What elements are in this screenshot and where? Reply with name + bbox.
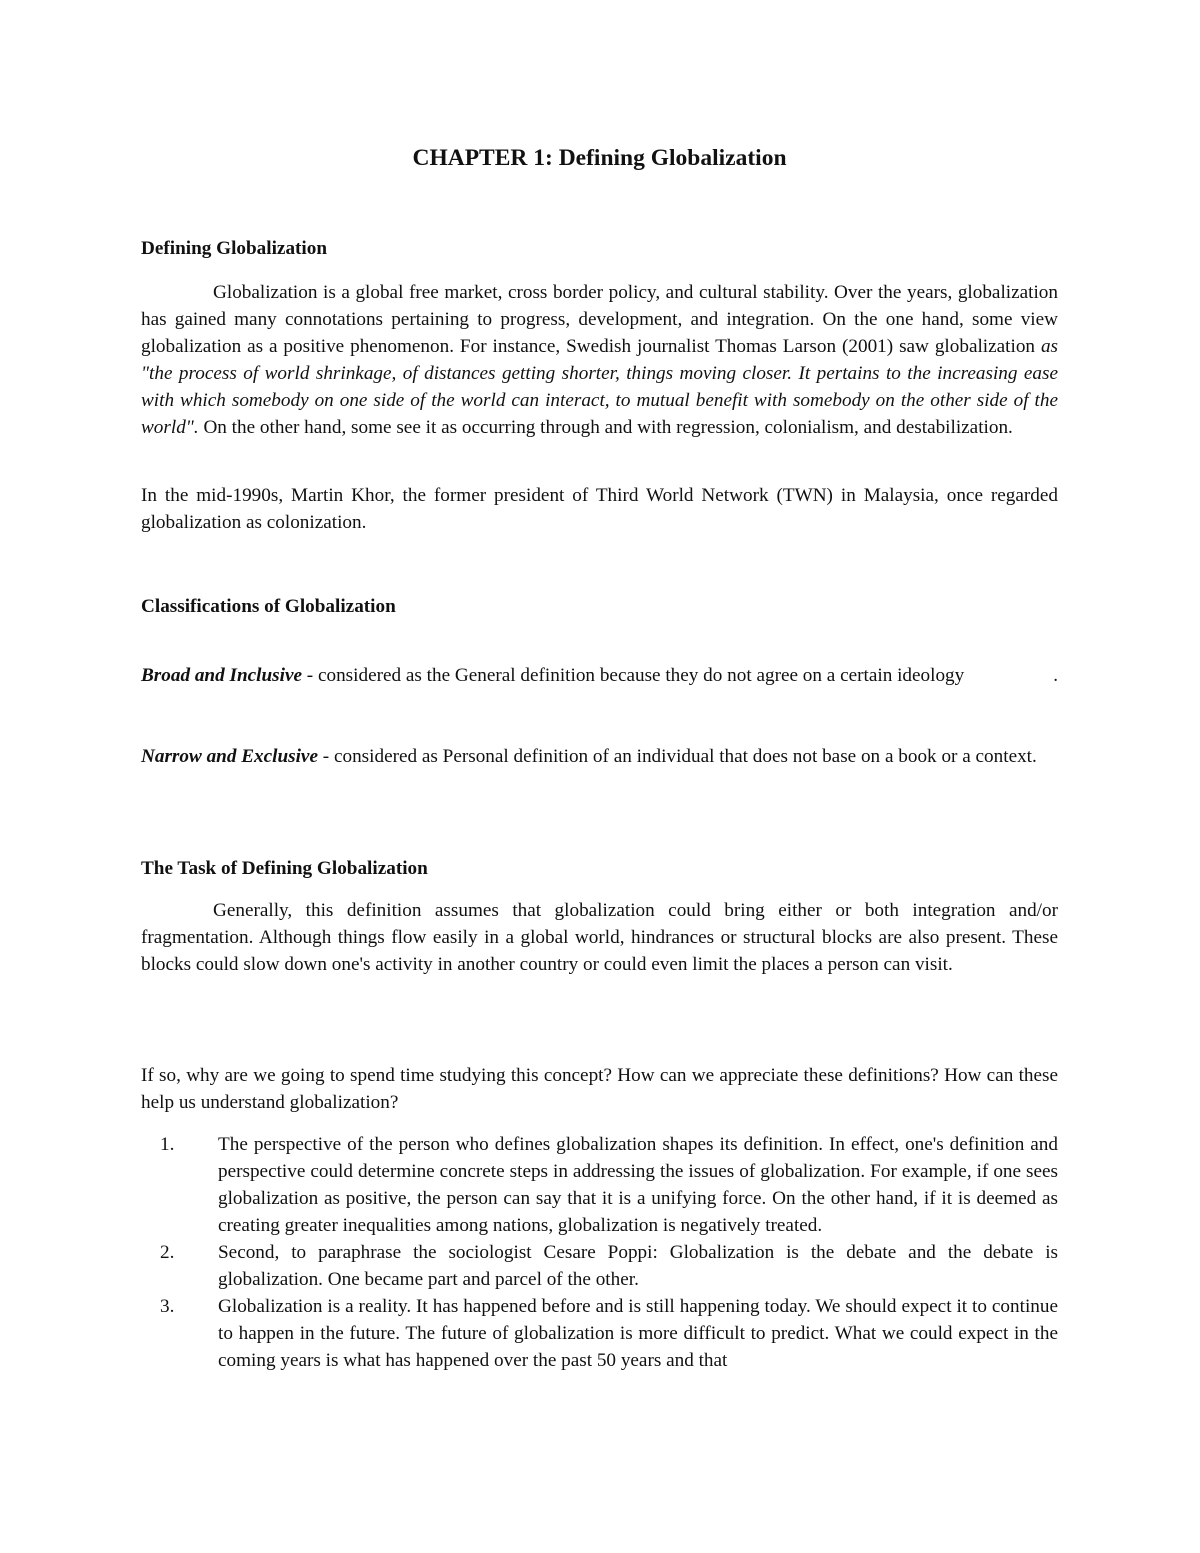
larson-quote: as "the process of world shrinkage, of distances getting shorter, things moving closer. It pertains to the increasing ease with which somebody on one side of the world can interact, to mutual benefit with somebody on the other side of the world". (141, 336, 1058, 438)
section-heading-defining: Defining Globalization (141, 238, 328, 259)
classification-broad (141, 662, 1058, 689)
list-item (141, 1293, 1058, 1374)
paragraph-questions: If so, why are we going to spend time studying this concept? How can we appreciate these definitions? How can these help us understand globalization? (141, 1065, 1058, 1113)
section-heading-classifications: Classifications of Globalization (141, 596, 396, 617)
classification-narrow-text: - considered as Personal definition of an individual that does not base on a book or a context. (317, 746, 1037, 767)
list-item-text: The perspective of the person who defines globalization shapes its definition. In effect, one's definition and perspective could determine concrete steps in addressing the issues of globalization. For example, if one sees globalization as positive, the person can say that it is a unifying force. On the other hand, if it is deemed as creating greater inequalities among nations, globalization is negatively treated. (218, 1134, 1058, 1236)
list-item (141, 1239, 1058, 1293)
paragraph-definition-text: Globalization is a global free market, cross border policy, and cultural stability. Over the years, globalization has gained many connotations pertaining to progress, development, and integration. On the one hand, some view globalization as a positive phenomenon. For instance, Swedish journalist Thomas Larson (2001) saw globalization (141, 282, 1058, 357)
list-item-number: 3. (160, 1296, 175, 1317)
numbered-list (141, 1131, 1058, 1374)
classification-narrow-term: Narrow and Exclusive (141, 746, 318, 767)
paragraph-khor: In the mid-1990s, Martin Khor, the former president of Third World Network (TWN) in Malaysia, once regarded globalization as colonization. (141, 485, 1058, 533)
paragraph-task: Generally, this definition assumes that globalization could bring either or both integration and/or fragmentation. Although things flow easily in a global world, hindrances or structural blocks are also present. These blocks could slow down one's activity in another country or could even limit the places a person can visit. (141, 900, 1058, 975)
paragraph-definition-text-end: On the other hand, some see it as occurring through and with regression, colonialism, and destabilization. (198, 417, 1013, 438)
classification-narrow (141, 743, 1058, 770)
section-heading-task: The Task of Defining Globalization (141, 858, 428, 879)
classification-broad-trailing: . (1053, 665, 1058, 686)
paragraph-definition (141, 279, 1058, 441)
list-item-number: 1. (160, 1134, 175, 1155)
list-item-text: Second, to paraphrase the sociologist Cesare Poppi: Globalization is the debate and the debate is globalization. One became part and parcel of the other. (218, 1242, 1058, 1290)
classification-broad-term: Broad and Inclusive (141, 665, 302, 686)
classification-broad-text: - considered as the General definition because they do not agree on a certain ideology (302, 665, 965, 686)
list-item-text: Globalization is a reality. It has happened before and is still happening today. We should expect it to continue to happen in the future. The future of globalization is more difficult to predict. What we could expect in the coming years is what has happened over the past 50 years and that (218, 1296, 1058, 1371)
list-item (141, 1131, 1058, 1239)
list-item-number: 2. (160, 1242, 175, 1263)
page-title: CHAPTER 1: Defining Globalization (412, 145, 787, 171)
